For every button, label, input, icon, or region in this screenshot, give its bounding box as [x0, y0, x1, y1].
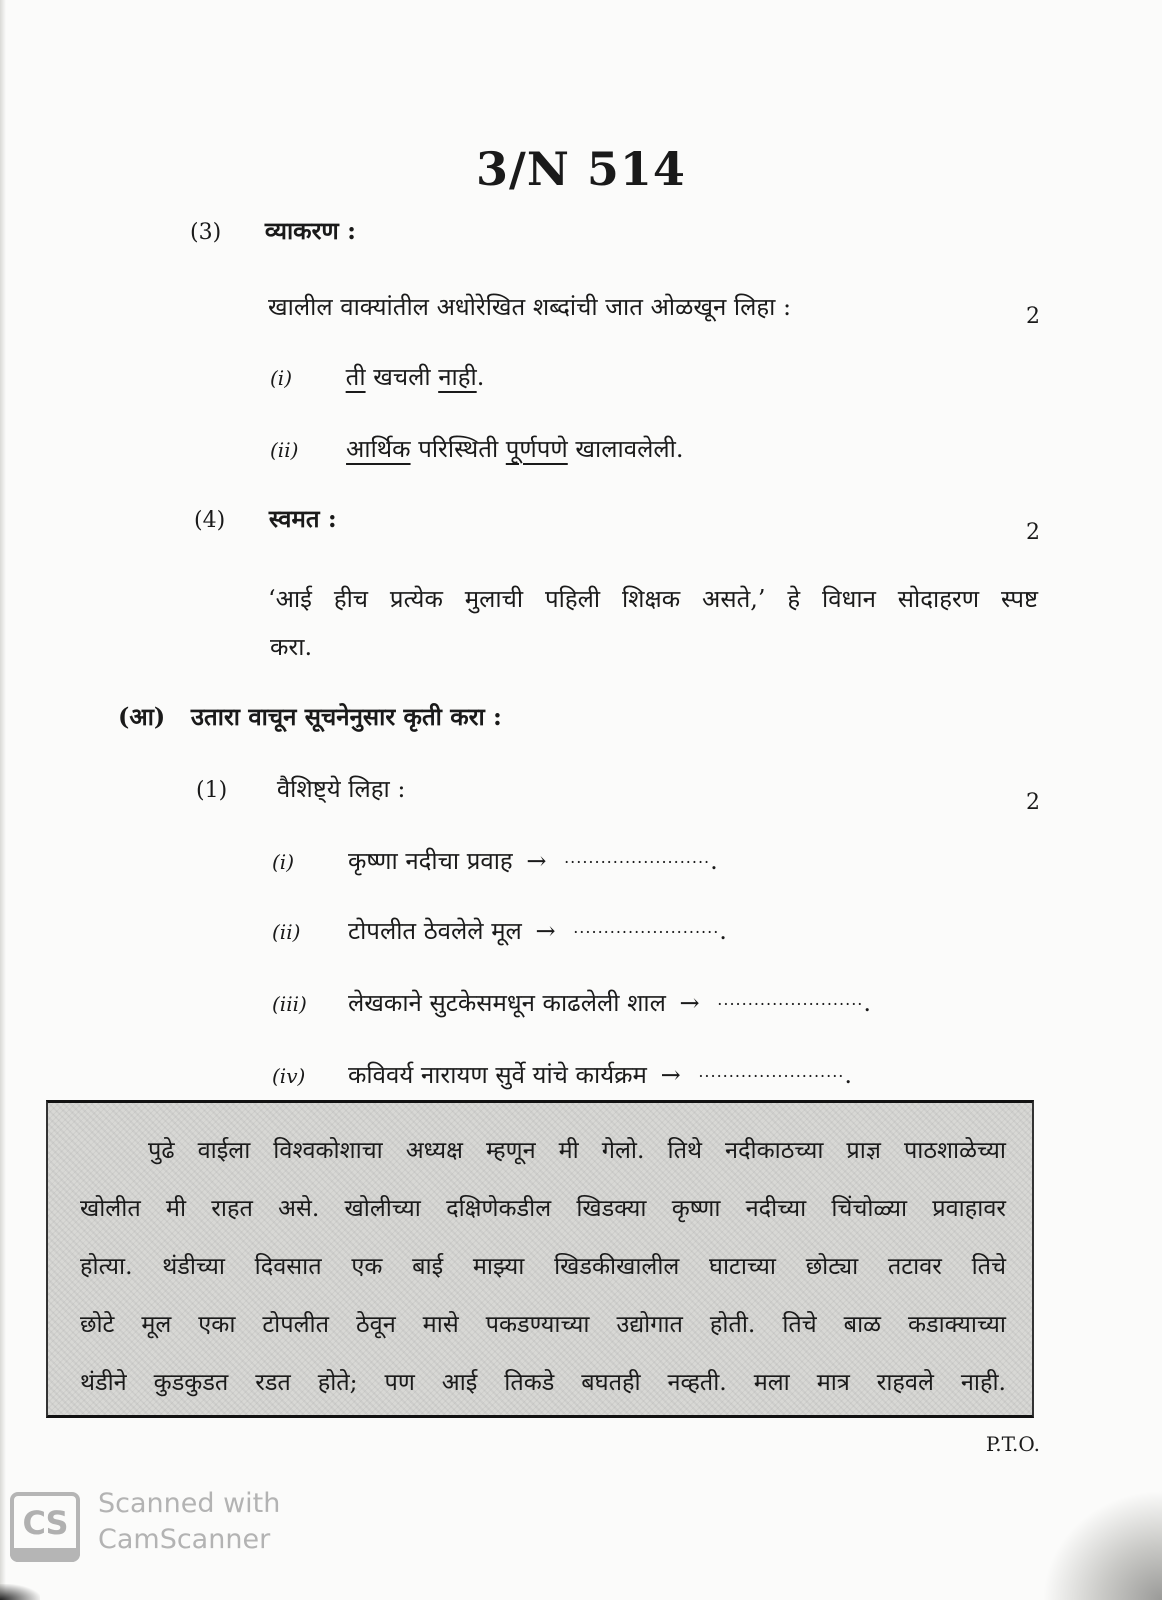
passage-line-5: थंडीने कुडकुडत रडत होते; पण आई तिकडे बघतही नव्हती. मला मात्र राहवले नाही.	[80, 1368, 1006, 1396]
section-aa-number: (आ)	[118, 702, 166, 731]
answer-blank[interactable]: ........................	[573, 918, 720, 937]
camscanner-logo-icon	[10, 1492, 80, 1562]
section-3-instruction: खालील वाक्यांतील अधोरेखित शब्दांची जात ओळखून लिहा :	[268, 293, 792, 321]
grammar-item-1	[270, 360, 484, 393]
section-4-number: (4)	[194, 508, 226, 533]
section-aa-heading: उतारा वाचून सूचनेनुसार कृती करा :	[190, 702, 502, 731]
section-4-question-line1: ‘आई हीच प्रत्येक मुलाची पहिली शिक्षक असते,’ हे विधान सोदाहरण स्पष्ट	[268, 585, 1038, 613]
section-3-number: (3)	[190, 220, 222, 245]
camscanner-watermark	[98, 1486, 280, 1558]
section-3-heading: व्याकरण :	[264, 216, 356, 245]
passage-line-2: खोलीत मी राहत असे. खोलीच्या दक्षिणेकडील खिडक्या कृष्णा नदीच्या चिंचोळ्या प्रवाहावर	[80, 1194, 1006, 1222]
answer-blank[interactable]: ........................	[564, 848, 711, 867]
section-3-marks: 2	[1026, 304, 1040, 329]
camscanner-logo-text: CS	[22, 1504, 68, 1542]
section-4-heading: स्वमत :	[268, 504, 337, 533]
item-label: (iv)	[272, 1064, 306, 1088]
underlined-word: नाही	[438, 363, 477, 391]
paper-code: 3/N 514	[476, 142, 686, 196]
item-text: कविवर्य नारायण सुर्वे यांचे कार्यक्रम	[348, 1061, 647, 1089]
arrow-icon: →	[526, 847, 547, 875]
feature-item-2: (ii) टोपलीत ठेवलेले मूल → .........................	[272, 917, 727, 945]
plain-text: .	[476, 363, 485, 391]
item-label: (i)	[270, 366, 293, 390]
watermark-line-1: Scanned with	[98, 1488, 281, 1519]
plain-text: खचली	[365, 363, 439, 391]
plain-text: परिस्थिती	[410, 435, 506, 463]
feature-item-4: (iv) कविवर्य नारायण सुर्वे यांचे कार्यक्रम → .........................	[272, 1061, 853, 1089]
passage-line-1: पुढे वाईला विश्वकोशाचा अध्यक्ष म्हणून मी गेलो. तिथे नदीकाठच्या प्राज्ञ पाठशाळेच्या	[148, 1136, 1006, 1164]
item-text: कृष्णा नदीचा प्रवाह	[348, 847, 513, 875]
question-1-header	[196, 772, 405, 805]
page-edge-shadow	[0, 0, 6, 1600]
section-4-question-line2: करा.	[270, 633, 313, 661]
item-label: (ii)	[272, 920, 301, 944]
passage-line-3: होत्या. थंडीच्या दिवसात एक बाई माझ्या खिडकीखालील घाटाच्या छोट्या तटावर तिचे	[80, 1252, 1006, 1280]
arrow-icon: →	[535, 917, 556, 945]
underlined-word: पूर्णपणे	[505, 435, 568, 463]
answer-blank[interactable]: ........................	[698, 1062, 845, 1081]
underlined-word: ती	[345, 363, 366, 391]
feature-item-1: (i) कृष्णा नदीचा प्रवाह → .........................	[272, 847, 718, 875]
question-1-instruction: वैशिष्ट्ये लिहा :	[276, 775, 406, 803]
please-turn-over: P.T.O.	[985, 1432, 1040, 1456]
item-text: लेखकाने सुटकेसमधून काढलेली शाल	[348, 989, 666, 1017]
question-1-marks: 2	[1026, 790, 1040, 815]
arrow-icon: →	[679, 989, 700, 1017]
question-1-number: (1)	[196, 778, 228, 803]
arrow-icon: →	[660, 1061, 681, 1089]
item-label: (i)	[272, 850, 295, 874]
passage-box	[46, 1100, 1034, 1418]
item-label: (ii)	[270, 438, 299, 462]
section-3-header	[190, 214, 356, 247]
grammar-item-2	[270, 432, 683, 465]
watermark-line-2: CamScanner	[98, 1524, 271, 1555]
section-aa-header	[118, 700, 502, 733]
scan-smudge-left	[0, 1584, 40, 1600]
plain-text: खालावलेली.	[567, 435, 684, 463]
item-label: (iii)	[272, 992, 307, 1016]
feature-item-3: (iii) लेखकाने सुटकेसमधून काढलेली शाल → .........................	[272, 989, 871, 1017]
section-4-marks: 2	[1026, 520, 1040, 545]
underlined-word: आर्थिक	[346, 435, 411, 463]
item-text: टोपलीत ठेवलेले मूल	[348, 917, 522, 945]
passage-line-4: छोटे मूल एका टोपलीत ठेवून मासे पकडण्याच्या उद्योगात होती. तिचे बाळ कडाक्याच्या	[80, 1310, 1006, 1338]
answer-blank[interactable]: ........................	[717, 990, 864, 1009]
scan-smudge	[1042, 1490, 1162, 1600]
section-4-header	[194, 502, 337, 535]
